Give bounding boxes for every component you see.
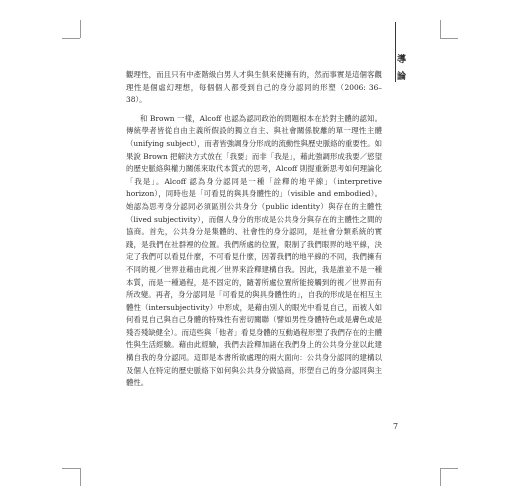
crop-mark-bottom-left-v — [80, 468, 81, 486]
crop-mark-top-right-v — [440, 20, 441, 38]
running-header — [388, 6, 412, 88]
paragraph: 和 Brown 一樣，Alcoff 也認為認同政治的問題根本在於對主體的認知。傳統學者皆從自由主義所假設的獨立自主、與社會關係脫離的單一理性主體（unifying subject），而者皆強調身分形成的流動性與歷史脈絡的重要性。如果說 Brown 把解決方式放在「我要」而非「我是」，藉此強調形成我要／慾望的歷史脈絡與權力關係來取代本質式的思考，Alcoff 則提重新思考如何理論化「我是」。Alcoff 認為身分認同是一種「詮釋的地平線」（interpretive horizon），同時也是「可看見的與具身體性的」（visible and embodied）。她認為思考身分認同必須區別公共身分（public identity）與存在的主體性（lived subjectivity），而個人身分的形成是公共身分與存在的主體性之間的協商。首先，公共身分是集體的、社會性的身分認同，是社會分類系統的實踐，是我們在社群裡的位置。我們所處的位置，限制了我們眼界的地平線，決定了我們可以看見什麼，不可看見什麼，因著我們的地平線的不同，我們擁有不同的視／世界並藉由此視／世界來詮釋建構自我。因此，我是誰並不是一種本質，而是一種過程，是不固定的，隨著所處位置所能接觸到的視／世界而有所改變。再者，身分認同是「可看見的與具身體性的」，自我的形成是在相互主體性（intersubjectivity）中形成，是藉由別人的眼光中看見自己，而被人如何看見自己與自己身體的特殊性有密切關聯（譬如男性身體特色或是膚色或是殘否殘缺健全）。而這些與「他者」看見身體的互動過程形塑了我們存在的主體性與生活經驗。藉由此經驗，我們去詮釋加諸在我們身上的公共身分並以此建構自我的身分認同。這即是本書所欲處理的兩大面向：公共身分認同的建構以及個人在特定的歷史脈絡下如何與公共身分做協商，形塑自己的身分認同與主體性。 — [126, 113, 382, 388]
crop-mark-bottom-right-h — [440, 468, 458, 469]
crop-mark-bottom-left-h — [62, 468, 80, 469]
crop-mark-bottom-right-v — [440, 468, 441, 486]
paragraph: 觀理性，而且只有中產階級白男人才與生俱來使擁有的，然而事實是這個客觀理性是個虛幻理想，每個個人都受到自己的身分認同的形塑（2006: 36–38）。 — [126, 70, 382, 105]
crop-mark-top-left-h — [62, 38, 80, 39]
body-text — [126, 69, 382, 390]
page-number: 7 — [393, 422, 399, 431]
running-header-title: 導論 — [395, 54, 405, 88]
crop-mark-top-right-h — [440, 38, 458, 39]
crop-mark-top-left-v — [80, 20, 81, 38]
